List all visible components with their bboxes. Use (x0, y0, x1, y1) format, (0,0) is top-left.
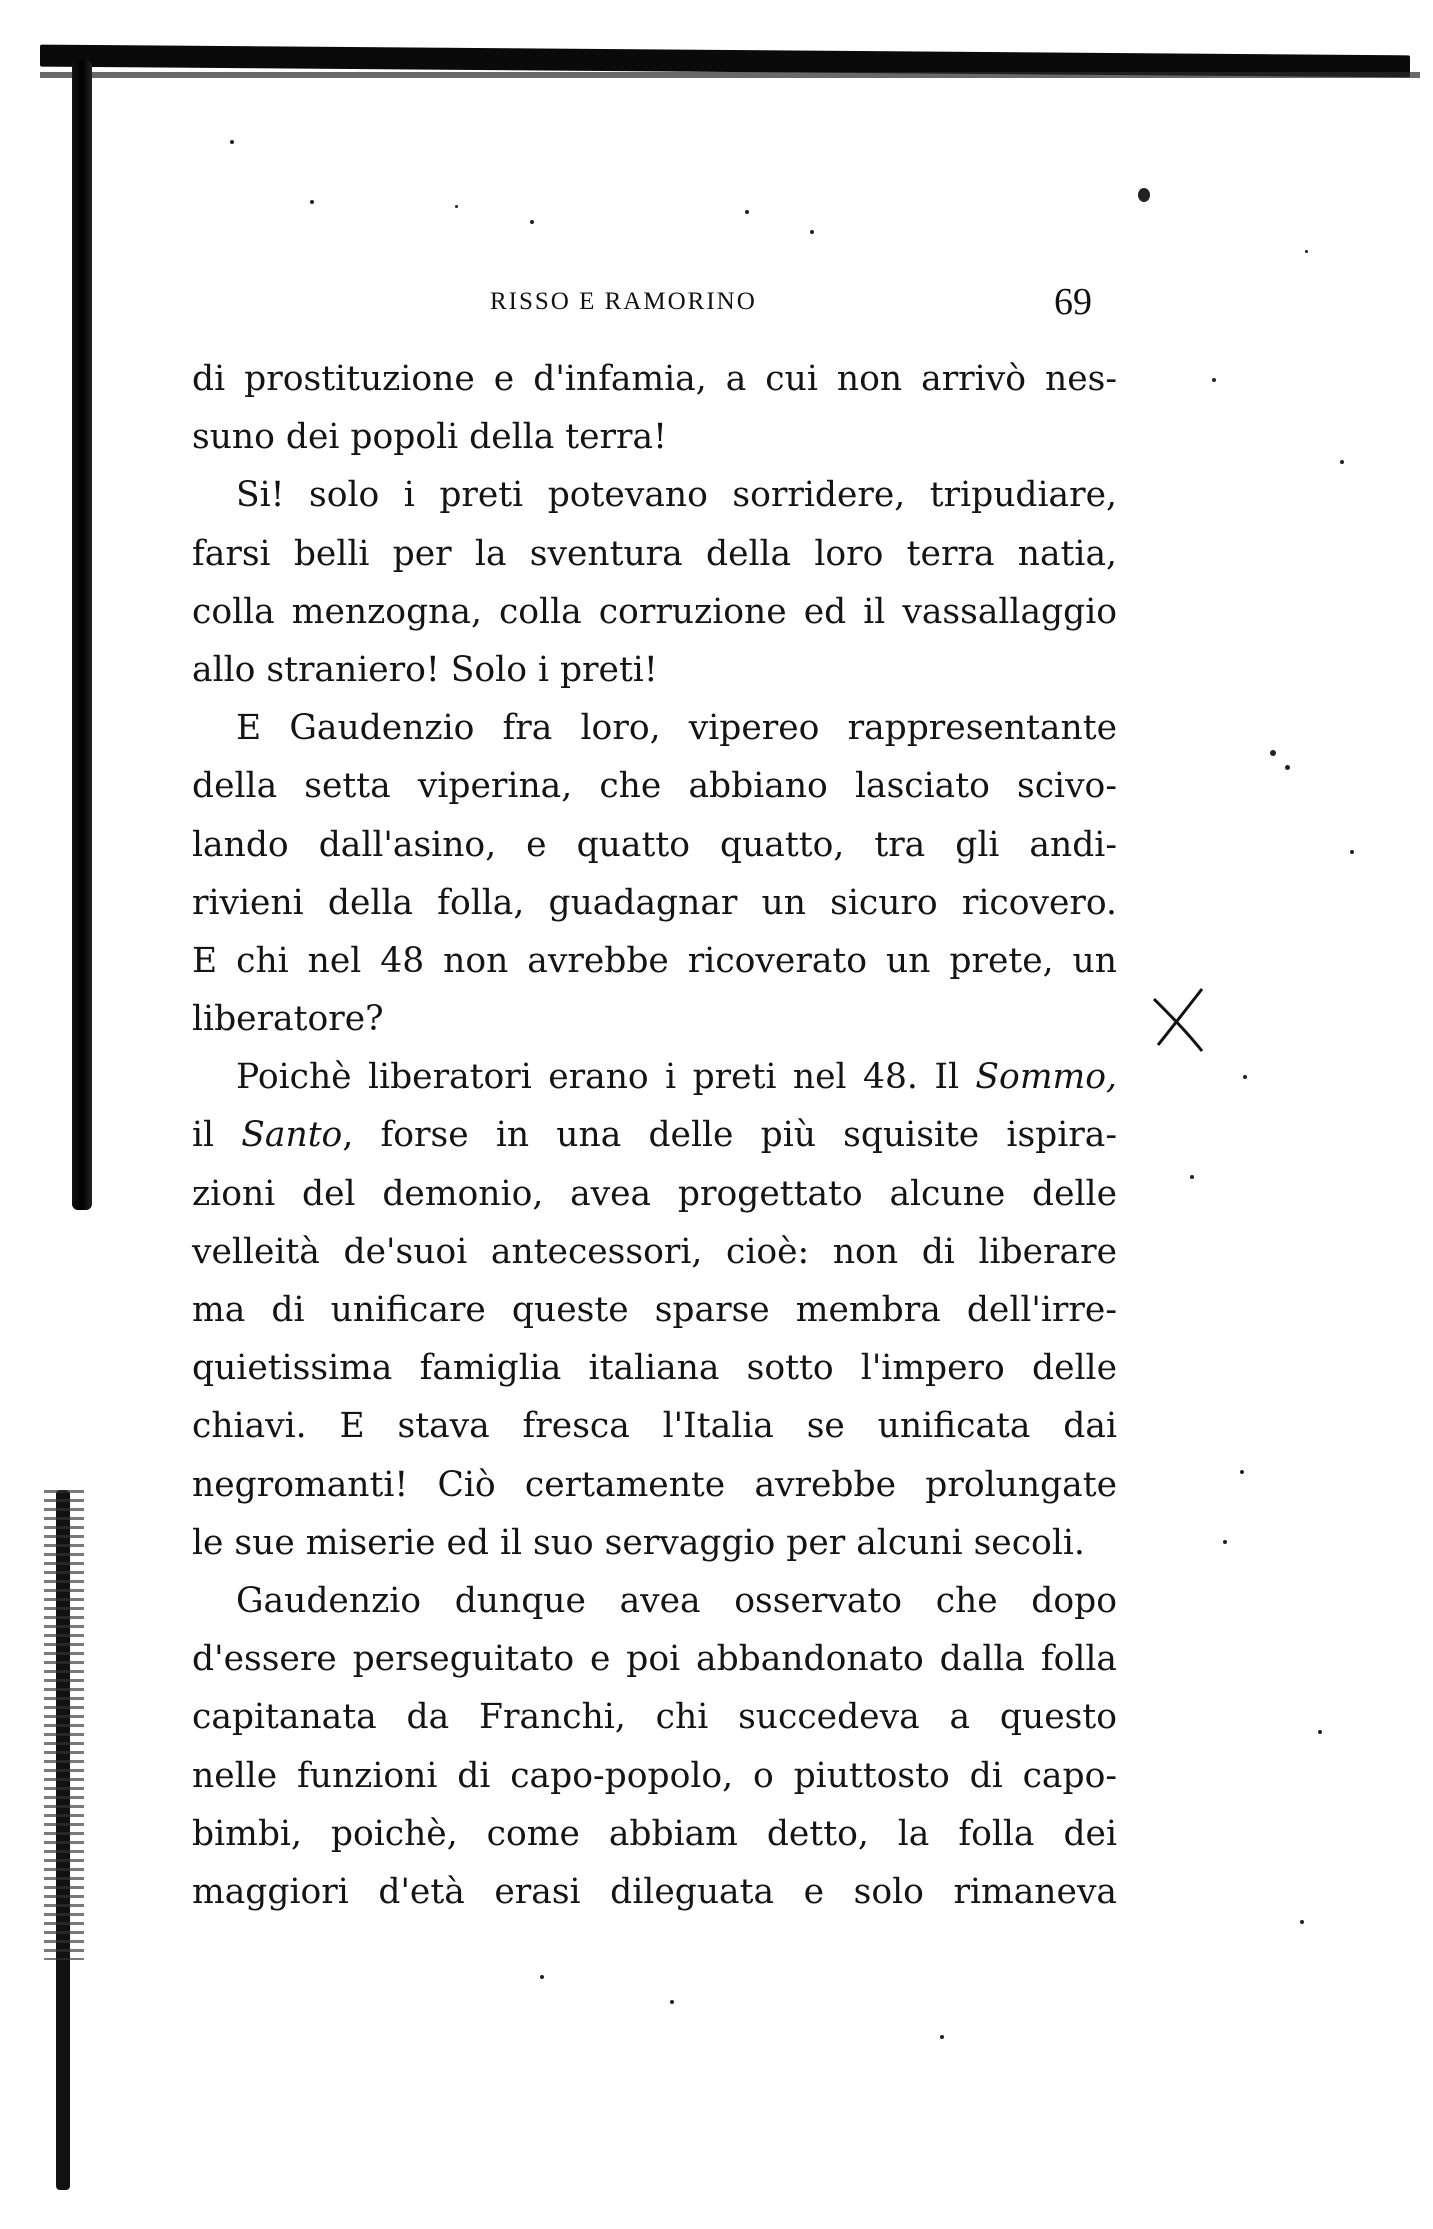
text-line: liberatore? (192, 999, 384, 1040)
scan-dot (1318, 1730, 1322, 1734)
text-line: d'essere perseguitato e poi abbandonato dalla folla (192, 1639, 1117, 1680)
scan-border-top-thin (40, 72, 1420, 78)
text-line: lando dall'asino, e quatto quatto, tra gli andi- (192, 824, 1117, 865)
scan-dot (940, 2035, 944, 2039)
text-line: suno dei popoli della terra! (192, 417, 667, 458)
text-line: allo straniero! Solo i preti! (192, 649, 658, 690)
text-run: il (192, 1115, 242, 1156)
margin-x-mark (1150, 985, 1210, 1055)
scan-dot (1285, 765, 1290, 770)
scan-dot (1240, 1470, 1244, 1474)
scan-dot (745, 210, 749, 214)
text-line: E Gaudenzio fra loro, vipereo rappresentante (236, 708, 1117, 749)
scan-dot (230, 140, 234, 144)
italic-sommo: Sommo, (975, 1057, 1117, 1098)
scan-dot (540, 1975, 544, 1979)
text-line: le sue miserie ed il suo servaggio per alcuni secoli. (192, 1522, 1085, 1563)
text-line: della setta viperina, che abbiano lasciato scivo- (192, 766, 1117, 807)
text-line: di prostituzione e d'infamia, a cui non arrivò nes- (192, 359, 1117, 399)
scan-dot (1243, 1075, 1247, 1079)
text-run: Poichè liberatori erano i preti nel 48. Il (236, 1057, 976, 1098)
text-line: quietissima famiglia italiana sotto l'impero delle (192, 1348, 1117, 1389)
scan-dot (670, 2000, 674, 2004)
page-number: 69 (1054, 281, 1092, 323)
scan-border-left (72, 60, 92, 1210)
text-line: farsi belli per la sventura della loro terra natia, (192, 533, 1117, 574)
text-line: Si! solo i preti potevano sorridere, tripudiare, (236, 475, 1117, 516)
scan-dot (1138, 188, 1150, 202)
text-line: Gaudenzio dunque avea osservato che dopo (236, 1580, 1117, 1621)
text-line (192, 1048, 1117, 1106)
scan-dot (1350, 850, 1354, 854)
scan-dot (1340, 460, 1344, 464)
running-title: RISSO E RAMORINO (490, 288, 757, 315)
text-line: zioni del demonio, avea progettato alcune delle (192, 1173, 1117, 1214)
text-line: nelle funzioni di capo-popolo, o piuttosto di capo- (192, 1755, 1117, 1796)
text-run: , forse in una delle più squisite ispira- (342, 1115, 1117, 1156)
text-line: negromanti! Ciò certamente avrebbe prolungate (192, 1464, 1117, 1505)
text-line: E chi nel 48 non avrebbe ricoverato un prete, un (192, 940, 1117, 981)
scan-dot (1223, 1540, 1227, 1544)
scan-dot (1305, 250, 1308, 253)
text-line: velleità de'suoi antecessori, cioè: non di liberare (192, 1231, 1117, 1272)
text-line: rivieni della folla, guadagnar un sicuro ricovero. (192, 882, 1117, 923)
scan-dot (530, 220, 534, 224)
text-line: maggiori d'età erasi dileguata e solo rimaneva (192, 1871, 1117, 1912)
italic-santo: Santo (241, 1115, 343, 1156)
text-line: colla menzogna, colla corruzione ed il vassallaggio (192, 591, 1117, 632)
text-line: ma di unificare queste sparse membra dell'irre- (192, 1290, 1117, 1330)
text-line: capitanata da Franchi, chi succedeva a questo (192, 1697, 1117, 1738)
scan-dot (1300, 1920, 1304, 1924)
scan-dot (1212, 378, 1216, 382)
text-line (192, 1106, 1117, 1164)
scan-dot (455, 205, 458, 208)
scan-speckle-left (44, 1490, 84, 1960)
scan-dot (810, 230, 814, 234)
scan-dot (1270, 750, 1276, 756)
text-line: bimbi, poichè, come abbiam detto, la folla dei (192, 1813, 1117, 1854)
scan-dot (1190, 1175, 1194, 1179)
body-text (192, 350, 1117, 1921)
scan-dot (310, 200, 314, 204)
text-line: chiavi. E stava fresca l'Italia se unificata dai (192, 1406, 1117, 1447)
